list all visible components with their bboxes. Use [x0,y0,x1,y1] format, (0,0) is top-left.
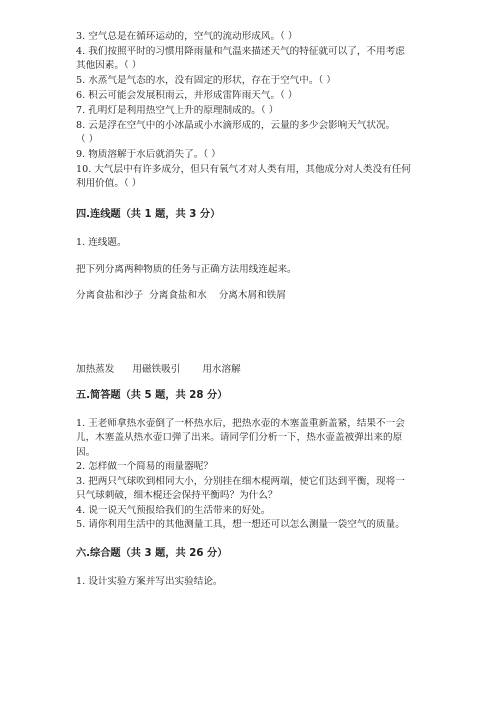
task-item: 分离木屑和铁屑 [218,290,286,301]
judge-item-10-cont: 利用价值。（ ） [76,178,142,189]
short-answer-line: 5. 请你利用生活中的其他测量工具，想一想还可以怎么测量一袋空气的质量。 [76,519,405,530]
section-4-heading: 四.连线题（共 1 题，共 3 分） [76,209,221,220]
method-item: 用水溶解 [202,364,241,375]
short-answer-line: 因。 [76,447,96,458]
short-answer-line: 只气球刺破，细木棍还会保持平衡吗？为什么？ [76,490,278,501]
section-6-question-1: 1. 设计实验方案并写出实验结论。 [76,576,223,587]
task-item: 分离食盐和水 [149,290,207,301]
judge-item-8: 8. 云是浮在空气中的小冰晶或小水滴形成的，云量的多少会影响天气状况。 [76,120,396,131]
section-4-instruction: 把下列分离两种物质的任务与正确方法用线连起来。 [76,264,297,275]
section-6-heading: 六.综合题（共 3 题，共 26 分） [76,548,228,559]
method-list [76,364,241,376]
method-item: 加热蒸发 [76,364,115,375]
task-list [76,290,286,302]
method-item: 用磁铁吸引 [132,364,181,375]
judge-item-3: 3. 空气总是在循环运动的，空气的流动形成风。（ ） [76,31,298,42]
task-item: 分离食盐和沙子 [76,290,144,301]
judge-item-4: 4. 我们按照平时的习惯用降雨量和气温来描述天气的特征就可以了，不用考虑 [76,46,405,57]
judge-item-10: 10. 大气层中有许多成分，但只有氧气才对人类有用，其他成分对人类没有任何 [76,164,411,175]
judge-item-5: 5. 水蒸气是气态的水，没有固定的形状，存在于空气中。（ ） [76,75,336,86]
short-answer-line: 4. 说一说天气预报给我们的生活带来的好处。 [76,505,271,516]
short-answer-line: 儿，木塞盖从热水壶口弹了出来。请同学们分析一下，热水壶盖被弹出来的原 [76,432,403,443]
section-4-question-1: 1. 连线题。 [76,237,127,248]
section-5-heading: 五.简答题（共 5 题，共 28 分） [76,390,228,401]
judge-item-7: 7. 孔明灯是利用热空气上升的原理制成的。（ ） [76,105,279,116]
judge-item-9: 9. 物质溶解于水后就消失了。（ ） [76,149,221,160]
short-answer-line: 1. 王老师拿热水壶倒了一杯热水后，把热水壶的木塞盖重新盖紧，结果不一会 [76,418,405,429]
judge-item-6: 6. 积云可能会发展积雨云，并形成雷阵雨天气。（ ） [76,90,298,101]
short-answer-line: 2. 怎样做一个简易的雨量器呢？ [76,461,213,472]
judge-item-8-cont: （ ） [76,134,99,145]
short-answer-line: 3. 把两只气球吹到相同大小，分别挂在细木棍两端，使它们达到平衡，现将一 [76,476,405,487]
judge-item-4-cont: 其他因素。（ ） [76,60,142,71]
